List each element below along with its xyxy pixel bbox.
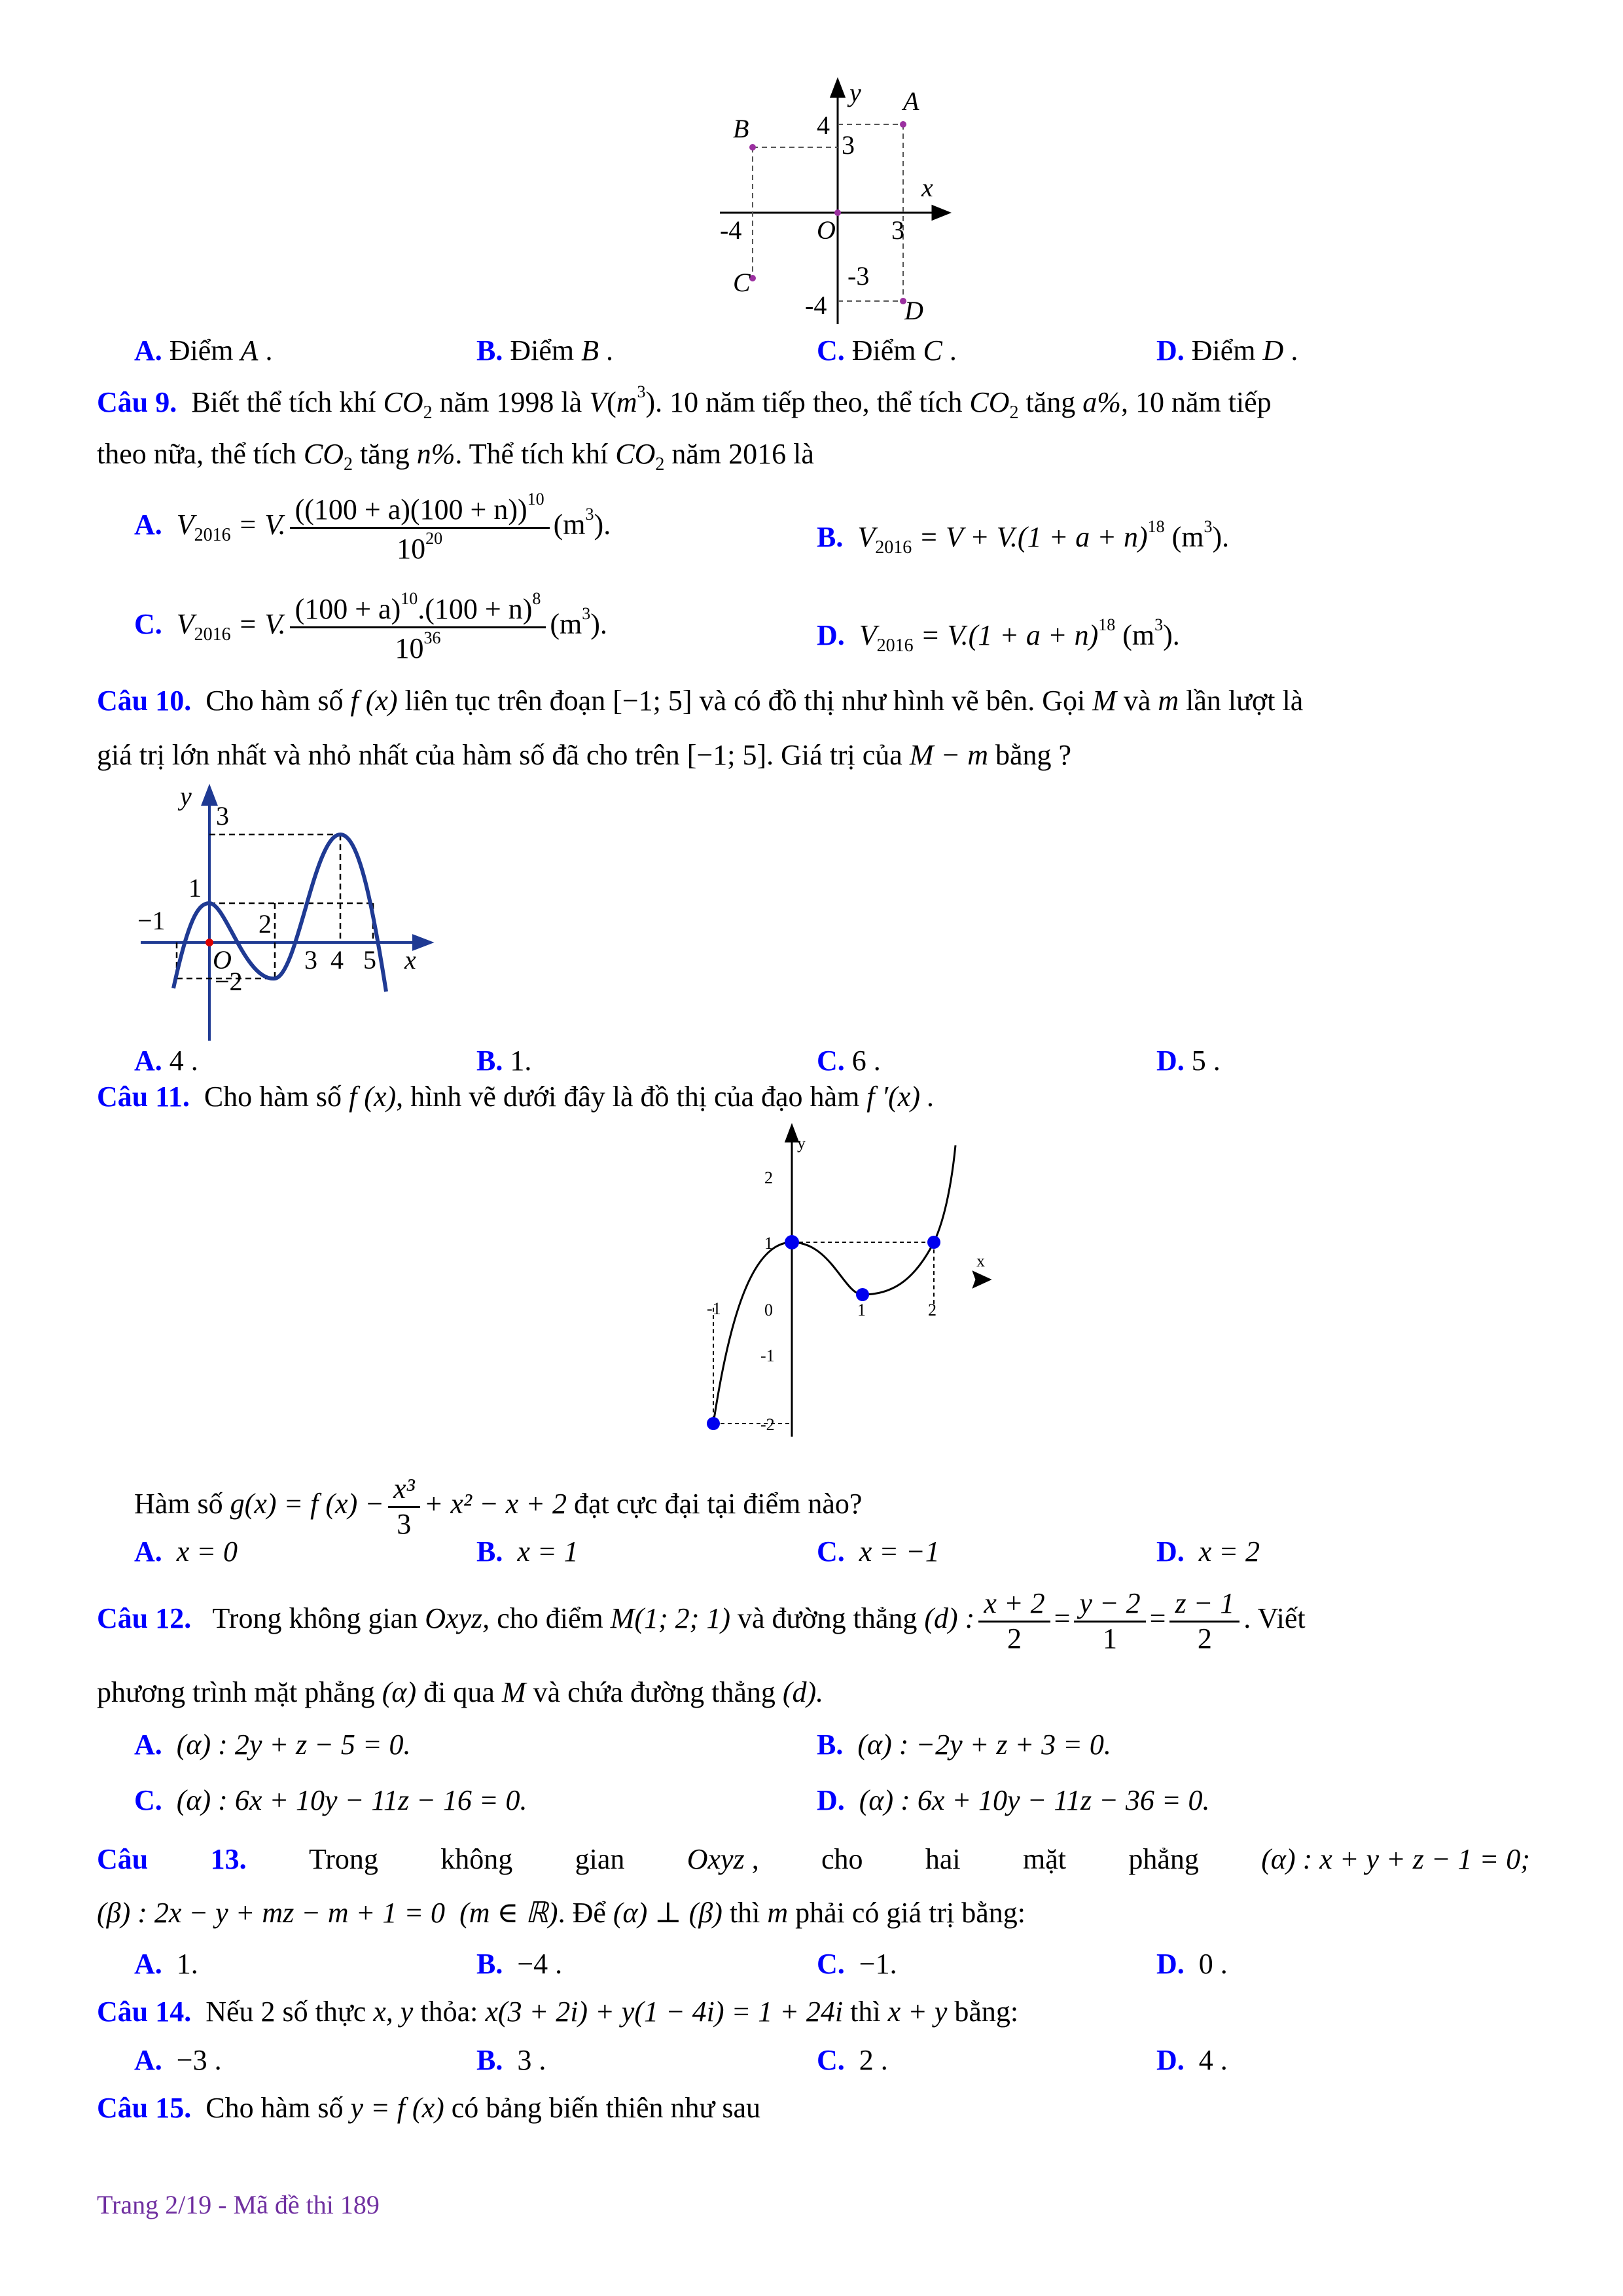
fig1-tb4: -4 [805, 291, 827, 320]
fig2-2: 2 [259, 909, 272, 939]
q9-line1: Câu 9. Biết thể tích khí $CO_2$ năm 1998 là $V(m^3)$. 10 năm tiếp theo, thể tích $CO_2$ tăng a%, 10 năm tiếp [97, 382, 1272, 423]
q14-option-a[interactable]: A. −3 . [134, 2044, 222, 2076]
q9-option-b[interactable]: B. $V_{2016} = V + V.(1 + a + n)^{18}$ $(m^3)$. [817, 517, 1230, 558]
q10-option-d[interactable]: D. 5 . [1156, 1045, 1221, 1077]
q12-option-b[interactable]: B. (α) : −2y + z + 3 = 0. [817, 1729, 1111, 1761]
q11-option-b[interactable]: B. x = 1 [476, 1535, 579, 1568]
q14-option-d[interactable]: D. 4 . [1156, 2044, 1228, 2076]
q8-option-c[interactable]: C. Điểm C . [817, 334, 957, 367]
q10-option-b[interactable]: B. 1. [476, 1045, 532, 1077]
q11-option-a[interactable]: A. x = 0 [134, 1535, 238, 1568]
fig2-x5: 5 [363, 945, 376, 975]
fig3-x: x [976, 1251, 985, 1270]
q12-option-d[interactable]: D. (α) : 6x + 10y − 11z − 36 = 0. [817, 1784, 1210, 1816]
fig3-m2: -2 [760, 1415, 775, 1434]
q13-option-b[interactable]: B. −4 . [476, 1948, 563, 1980]
fig1-B: B [733, 114, 749, 143]
q13-line1: Câu 13. Trong không gian Oxyz , cho hai mặt phẳng (α) : x + y + z − 1 = 0; [97, 1843, 1530, 1875]
fig1-A: A [903, 86, 919, 116]
fig1-3: 3 [842, 130, 855, 160]
fig1-D: D [904, 296, 923, 325]
q8-option-a[interactable]: A. Điểm A . [134, 334, 273, 367]
fig2-x4: 4 [330, 945, 344, 975]
fig3-2: 2 [764, 1168, 773, 1187]
q12-option-c[interactable]: C. (α) : 6x + 10y − 11z − 16 = 0. [134, 1784, 527, 1816]
q8-option-d[interactable]: D. Điểm D . [1156, 334, 1298, 367]
fig2-y: y [180, 782, 192, 811]
q9-line2: theo nữa, thể tích $CO_2$ tăng n%. Thể tích khí $CO_2$ năm 2016 là [97, 438, 814, 475]
q14-line1: Câu 14. Nếu 2 số thực x, y thỏa: x(3 + 2i) + y(1 − 4i) = 1 + 24i thì x + y bằng: [97, 1996, 1019, 2028]
fig3-1: 1 [764, 1234, 773, 1253]
q9-option-d[interactable]: D. $V_{2016} = V.(1 + a + n)^{18}$ $(m^3)$. [817, 615, 1180, 656]
fig2-x3: 3 [304, 945, 317, 975]
q12-line1: Câu 12. Trong không gian Oxyz, cho điểm M(1; 2; 1) và đường thẳng (d) : $\frac{x + 2}{2}$ = $\frac{y - 2}{1}$ = $\frac{z - 1}{2}$ . Viết [97, 1587, 1306, 1655]
fig3-m1: -1 [760, 1346, 775, 1365]
fig2-m2: −2 [215, 967, 243, 996]
figure-coordinate-points [713, 72, 975, 334]
q13-option-a[interactable]: A. 1. [134, 1948, 198, 1980]
fig1-C: C [733, 268, 751, 297]
q9-option-c[interactable]: C. $V_{2016} = V$. $\frac{(100 + a)^{10}.(100 + n)^8}{10^{36}}$ $(m^3)$. [134, 589, 607, 664]
q8-option-b[interactable]: B. Điểm B . [476, 334, 614, 367]
q11-option-c[interactable]: C. x = −1 [817, 1535, 940, 1568]
q12-line2: phương trình mặt phẳng (α) đi qua M và chứa đường thẳng (d). [97, 1676, 824, 1708]
fig1-tr3: 3 [891, 215, 904, 245]
fig1-4: 4 [817, 111, 830, 140]
fig3-y: y [797, 1134, 806, 1153]
fig2-1: 1 [188, 873, 202, 903]
fig1-O: O [817, 215, 836, 245]
q11-option-d[interactable]: D. x = 2 [1156, 1535, 1260, 1568]
q13-line2: (β) : 2x − y + mz − m + 1 = 0 (m ∈ ℝ). Để (α) ⊥ (β) thì m phải có giá trị bằng: [97, 1897, 1026, 1929]
q13-option-d[interactable]: D. 0 . [1156, 1948, 1228, 1980]
fig2-O: O [213, 945, 232, 975]
fig3-0: 0 [764, 1300, 773, 1319]
q9-option-a[interactable]: A. $V_{2016} = V$. $\frac{((100 + a)(100 + n))^{10}}{10^{20}}$ $(m^3)$. [134, 490, 611, 565]
figure-function-graph [131, 782, 445, 1044]
page-footer: Trang 2/19 - Mã đề thi 189 [97, 2190, 380, 2219]
fig1-tm3: -3 [847, 261, 870, 291]
fig2-x: x [404, 945, 416, 975]
q10-option-a[interactable]: A. 4 . [134, 1045, 198, 1077]
figure-derivative-graph [694, 1119, 1034, 1446]
fig2-m1: −1 [137, 906, 166, 935]
q10-line2: giá trị lớn nhất và nhỏ nhất của hàm số đã cho trên [−1; 5]. Giá trị của M − m bằng ? [97, 739, 1072, 771]
fig1-tl4: -4 [720, 215, 742, 245]
fig3-xm1: -1 [707, 1299, 721, 1318]
q14-option-c[interactable]: C. 2 . [817, 2044, 888, 2076]
q10-line1: Câu 10. Cho hàm số f (x) liên tục trên đoạn [−1; 5] và có đồ thị như hình vẽ bên. Gọi M và m lần lượt là [97, 685, 1304, 717]
q13-option-c[interactable]: C. −1. [817, 1948, 897, 1980]
q14-option-b[interactable]: B. 3 . [476, 2044, 546, 2076]
q10-option-c[interactable]: C. 6 . [817, 1045, 881, 1077]
fig3-x2: 2 [928, 1300, 936, 1319]
fig3-x1: 1 [857, 1300, 866, 1319]
q11-line1: Câu 11. Cho hàm số f (x), hình vẽ dưới đây là đồ thị của đạo hàm f ′(x) . [97, 1081, 935, 1113]
q11-line2: Hàm số g(x) = f (x) − $\frac{\text{x³}}{3}$ + x² − x + 2 đạt cực đại tại điểm nào? [134, 1473, 863, 1540]
q12-option-a[interactable]: A. (α) : 2y + z − 5 = 0. [134, 1729, 411, 1761]
fig1-y: y [849, 78, 861, 107]
fig2-3: 3 [216, 801, 229, 831]
fig1-x: x [921, 173, 933, 202]
q15-line1: Câu 15. Cho hàm số y = f (x) có bảng biến thiên như sau [97, 2092, 761, 2124]
